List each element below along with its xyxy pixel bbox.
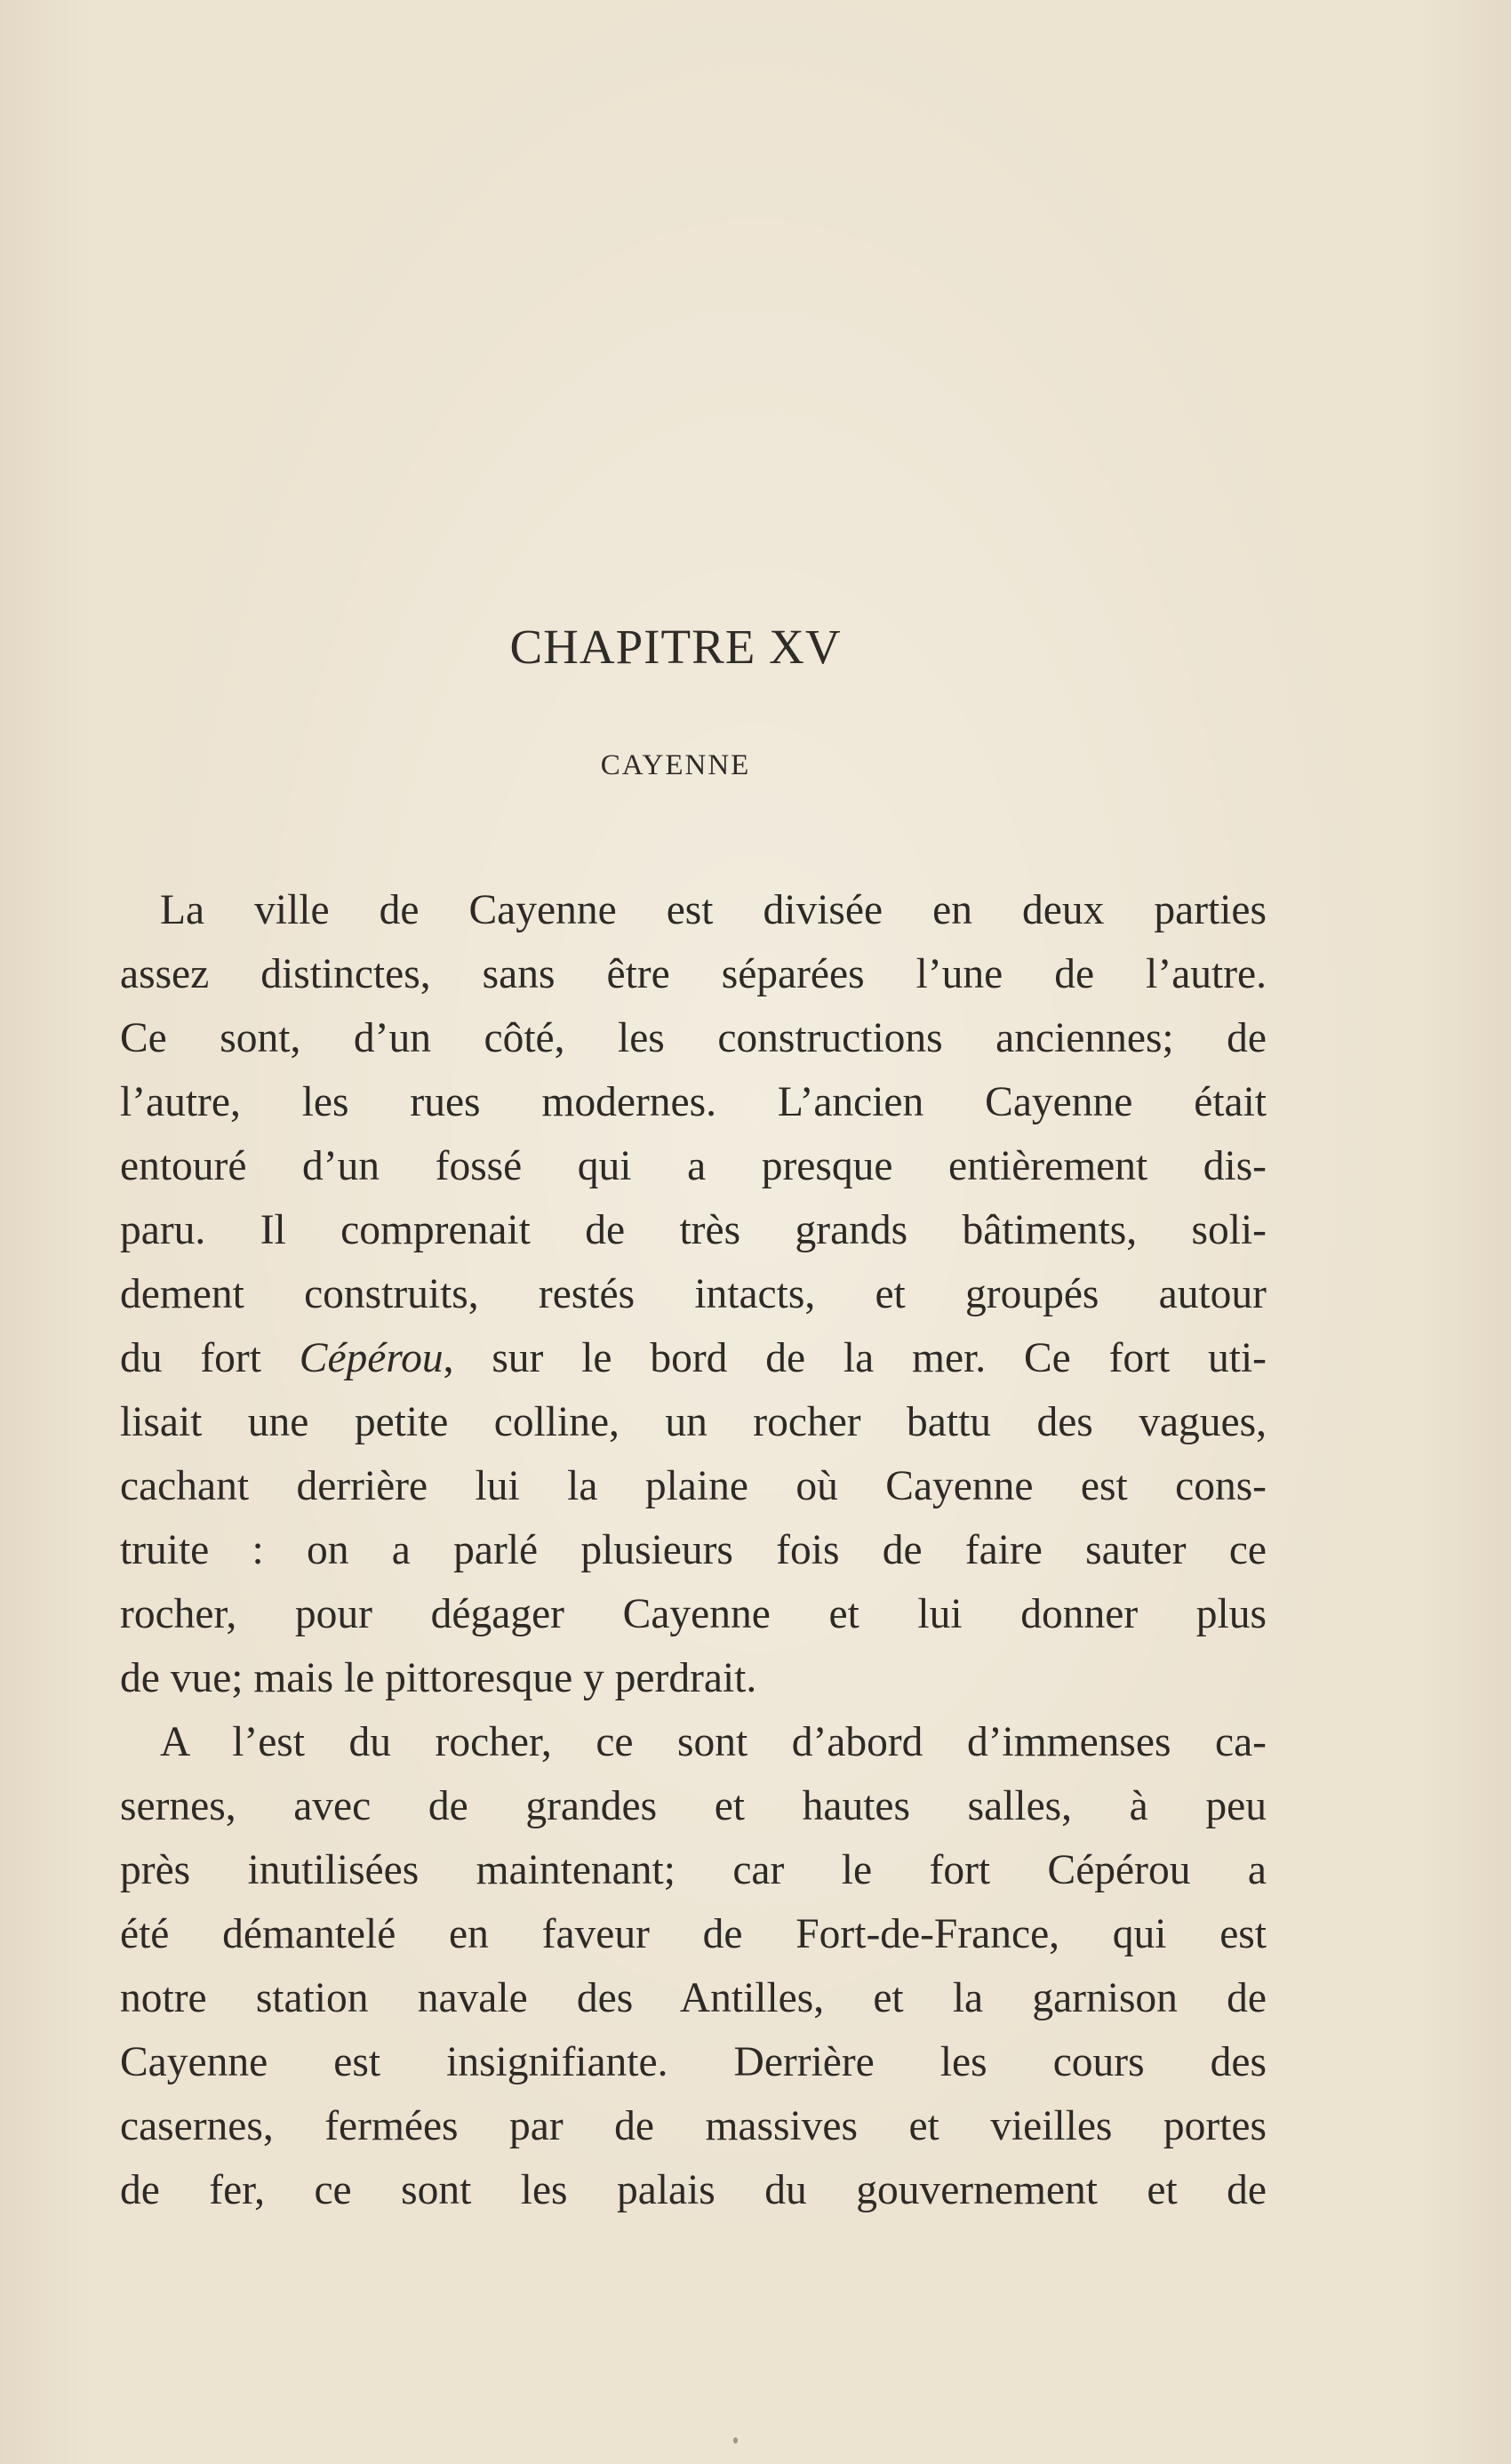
text-line: l’autre, les rues modernes. L’ancien Cayenne était: [120, 1079, 1267, 1125]
text-line: cachant derrière lui la plaine où Cayenne est cons-: [120, 1463, 1267, 1509]
text-line: La ville de Cayenne est divisée en deux parties: [160, 887, 1267, 933]
text-line: assez distinctes, sans être séparées l’une de l’autre.: [120, 951, 1267, 997]
ink-speck: [733, 2437, 738, 2444]
text-line: truite : on a parlé plusieurs fois de faire sauter ce: [120, 1527, 1267, 1573]
text-line: été démantelé en faveur de Fort-de-France, qui est: [120, 1911, 1267, 1957]
text-line: sernes, avec de grandes et hautes salles, à peu: [120, 1783, 1267, 1829]
text-line: près inutilisées maintenant; car le fort Cépérou a: [120, 1847, 1267, 1893]
text-line: Ce sont, d’un côté, les constructions anciennes; de: [120, 1015, 1267, 1061]
chapter-title: CHAPITRE XV: [509, 620, 842, 674]
text-line: casernes, fermées par de massives et vieilles portes: [120, 2103, 1267, 2149]
chapter-subtitle: CAYENNE: [600, 749, 751, 781]
text-line: notre station navale des Antilles, et la garnison de: [120, 1975, 1267, 2021]
text-line: de fer, ce sont les palais du gouvernement et de: [120, 2167, 1267, 2213]
text-line: rocher, pour dégager Cayenne et lui donner plus: [120, 1591, 1267, 1637]
text-line: lisait une petite colline, un rocher battu des vagues,: [120, 1399, 1267, 1445]
body-text: [120, 878, 1267, 2222]
italic-place-name: Cépérou: [299, 1335, 444, 1381]
text-line: Cayenne est insignifiante. Derrière les cours des: [120, 2039, 1267, 2085]
text-line: paru. Il comprenait de très grands bâtiments, soli-: [120, 1207, 1267, 1253]
text-line: dement construits, restés intacts, et groupés autour: [120, 1271, 1267, 1317]
text-segment: , sur le bord de la mer. Ce fort uti-: [443, 1335, 1267, 1381]
text-line: de vue; mais le pittoresque y perdrait.: [120, 1655, 757, 1701]
text-line: A l’est du rocher, ce sont d’abord d’immenses ca-: [160, 1719, 1267, 1765]
text-line: [120, 1326, 1267, 1390]
text-line: entouré d’un fossé qui a presque entièrement dis-: [120, 1143, 1267, 1189]
text-segment: du fort: [120, 1335, 300, 1381]
